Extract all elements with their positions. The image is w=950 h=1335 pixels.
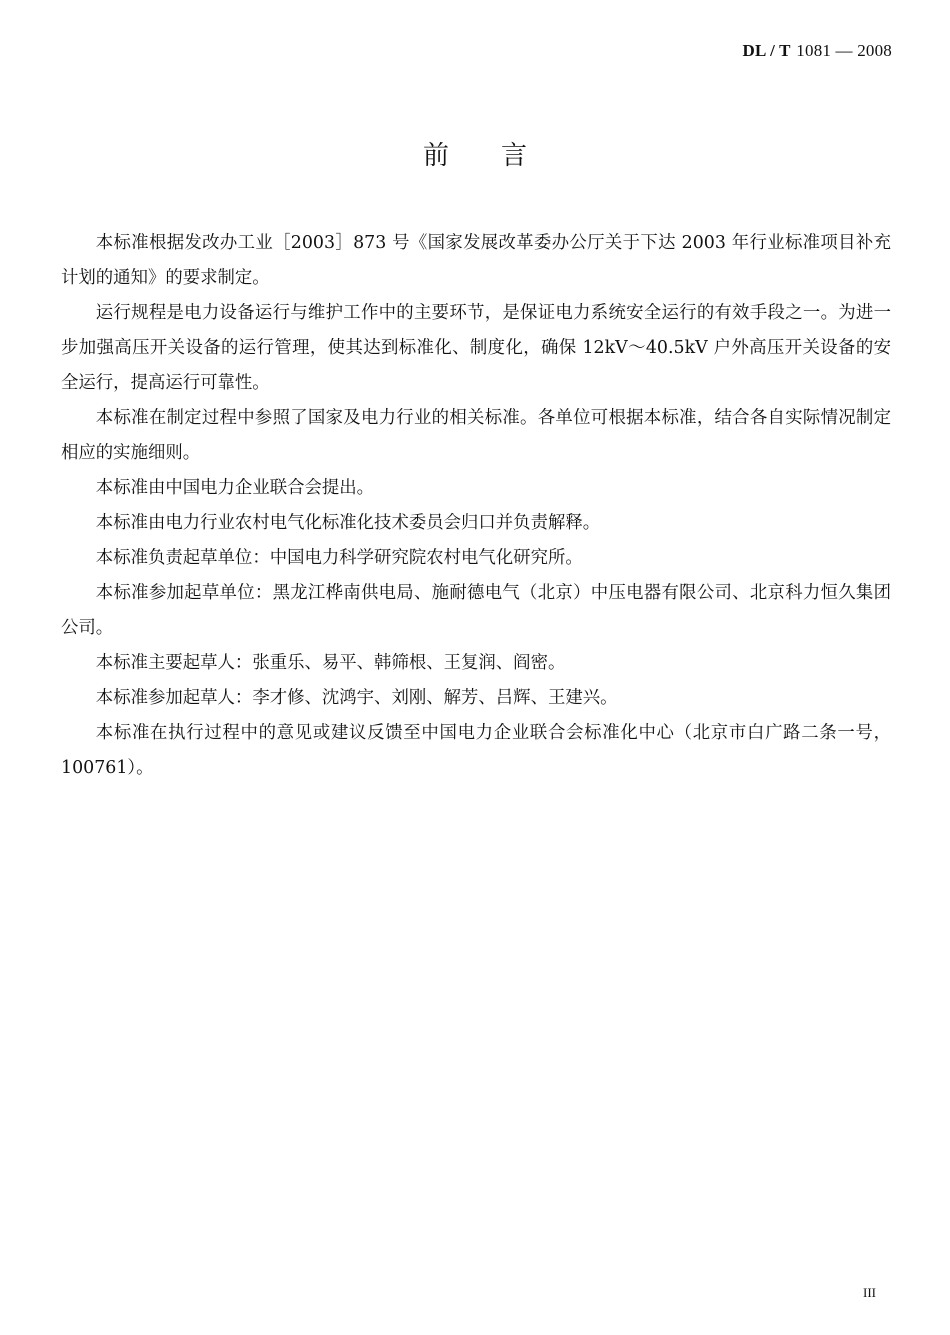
title-part-1: 前: [422, 141, 449, 171]
paragraph-lead-drafter-unit: 本标准负责起草单位：中国电力科学研究院农村电气化研究所。: [95, 548, 583, 568]
page-number: III: [863, 1285, 876, 1300]
standard-code: [743, 41, 892, 61]
paragraph-references: 本标准在制定过程中参照了国家及电力行业的相关标准。各单位可根据本标准，结合各自实际情况制定相应的实施细则。: [61, 408, 891, 463]
title-part-2: 言: [501, 141, 528, 171]
standard-code-prefix: DL / T: [742, 41, 791, 60]
page-title: [0, 135, 950, 172]
standard-code-number: 1081 — 2008: [796, 41, 892, 60]
paragraph-main-drafters: 本标准主要起草人：张重乐、易平、韩筛根、王复润、阎密。: [95, 653, 566, 673]
paragraph-committee: 本标准由电力行业农村电气化标准化技术委员会归口并负责解释。: [95, 513, 601, 533]
paragraph-purpose: 运行规程是电力设备运行与维护工作中的主要环节，是保证电力系统安全运行的有效手段之一。为进一步加强高压开关设备的运行管理，使其达到标准化、制度化，确保 12kV～40.5kV 户外高压开关设备的安全运行，提高运行可靠性。: [61, 303, 891, 393]
paragraph-participating-units: 本标准参加起草单位：黑龙江桦南供电局、施耐德电气（北京）中压电器有限公司、北京科力恒久集团公司。: [61, 583, 891, 638]
paragraph-participating-drafters: 本标准参加起草人：李才修、沈鸿宇、刘刚、解芳、吕辉、王建兴。: [95, 688, 618, 708]
paragraph-proposer: 本标准由中国电力企业联合会提出。: [95, 478, 375, 498]
paragraph-basis: 本标准根据发改办工业［2003］873 号《国家发展改革委办公厅关于下达 2003 年行业标准项目补充计划的通知》的要求制定。: [61, 233, 891, 288]
foreword-body: [61, 226, 891, 786]
paragraph-feedback: 本标准在执行过程中的意见或建议反馈至中国电力企业联合会标准化中心（北京市白广路二条一号，100761）。: [61, 723, 891, 778]
